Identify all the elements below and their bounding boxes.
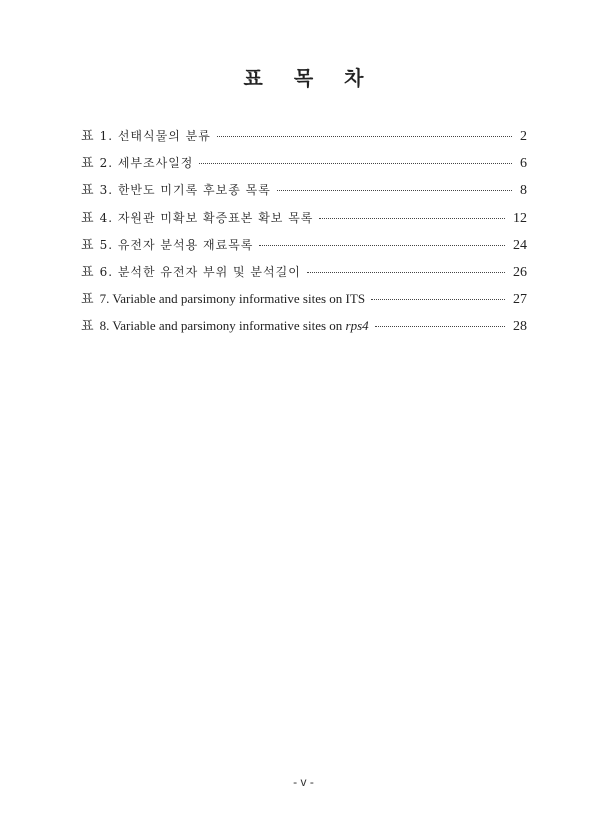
- toc-entry-prefix: 표: [81, 237, 94, 253]
- toc-entry-page: 8: [520, 183, 527, 199]
- toc-entry-label: [100, 318, 369, 334]
- toc-entry-label: 6. 분석한 유전자 부위 및 분석길이: [99, 264, 301, 279]
- toc-entry-label: 4. 자원관 미확보 확증표본 확보 목록: [99, 210, 314, 225]
- page-number: - v -: [293, 775, 314, 789]
- toc-entry-prefix: 표: [81, 264, 94, 280]
- toc-entry-page: 6: [520, 156, 527, 172]
- toc-entry-label: 1. 선태식물의 분류: [99, 129, 211, 143]
- toc-entry-page: 24: [513, 237, 527, 253]
- page-title: 표 목 차: [243, 66, 376, 90]
- toc-entry[interactable]: [81, 179, 527, 206]
- toc-entry-label: 2. 세부조사일정: [99, 156, 194, 171]
- toc-entry-label-italic: rps4: [345, 318, 369, 334]
- toc-entry-page: 2: [520, 129, 527, 144]
- toc-entry[interactable]: [81, 261, 527, 288]
- toc-entry[interactable]: [81, 125, 527, 152]
- toc-entry[interactable]: [81, 207, 527, 234]
- toc-entry-page: 27: [513, 292, 527, 308]
- toc-entry-prefix: 표: [81, 129, 94, 144]
- toc-entry-label-main: 8. Variable and parsimony informative sites on: [99, 318, 346, 334]
- toc-entry-prefix: 표: [81, 319, 94, 335]
- dot-leader: [277, 190, 512, 191]
- toc-entry-prefix: 표: [81, 292, 94, 308]
- toc-entry-prefix: 표: [81, 210, 94, 226]
- toc-entry[interactable]: [81, 234, 527, 261]
- dot-leader: [375, 326, 505, 327]
- toc-entry-prefix: 표: [81, 183, 94, 199]
- toc-entry[interactable]: [81, 288, 527, 315]
- dot-leader: [259, 245, 505, 246]
- toc-entry-label: 7. Variable and parsimony informative sites on ITS: [99, 291, 366, 307]
- dot-leader: [371, 299, 505, 300]
- toc-entry[interactable]: [81, 315, 527, 342]
- toc-entry-page: 28: [513, 319, 527, 335]
- toc-entry-label: 3. 한반도 미기록 후보종 목록: [99, 183, 271, 198]
- dot-leader: [319, 218, 505, 219]
- toc-entry-prefix: 표: [81, 156, 94, 172]
- table-of-contents: [81, 125, 527, 343]
- dot-leader: [199, 163, 512, 164]
- toc-entry-label: 5. 유전자 분석용 재료목록: [99, 237, 254, 252]
- dot-leader: [217, 136, 512, 137]
- toc-entry[interactable]: [81, 152, 527, 179]
- toc-entry-page: 26: [513, 264, 527, 280]
- toc-entry-page: 12: [513, 210, 527, 226]
- dot-leader: [307, 272, 505, 273]
